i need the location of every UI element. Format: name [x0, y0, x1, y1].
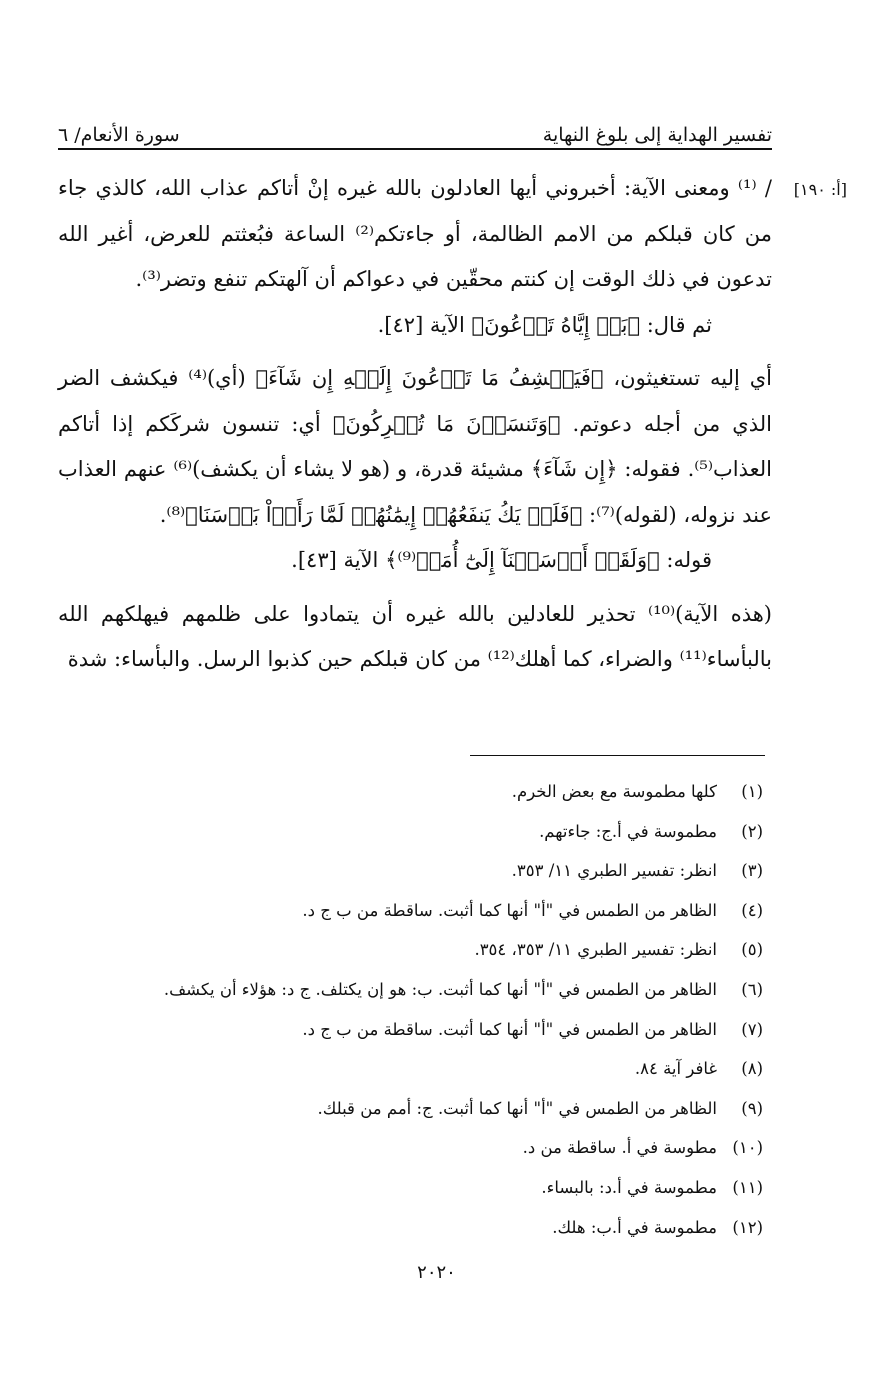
main-text	[58, 166, 772, 683]
footnote-number: (١٢)	[732, 1217, 763, 1237]
footnote-number: (٨)	[741, 1059, 763, 1079]
footnote-item	[43, 772, 763, 812]
footnote-number: (٤)	[741, 900, 763, 920]
footnote-item	[43, 851, 763, 891]
footnote-item	[43, 1168, 763, 1208]
paragraph-5: (هذه الآية)⁽¹⁰⁾ تحذير للعادلين بالله غيره أن يتمادوا على ظلمهم فيهلكهم الله بالبأساء⁽¹¹⁾ والضراء، كما أهلك⁽¹²⁾ من كان قبلكم حين كذبوا الرسل. والبأساء: شدة	[58, 601, 773, 671]
footnote-item	[43, 1010, 763, 1050]
footnote-item	[43, 1049, 763, 1089]
footnote-number: (١)	[741, 782, 763, 801]
footnote-item	[43, 1128, 763, 1168]
footnote-text: انظر: تفسير الطبري ١١/ ٣٥٣، ٣٥٤.	[474, 940, 717, 960]
footnote-number: (١١)	[732, 1177, 763, 1197]
footnote-text: غافر آية ٨٤.	[634, 1059, 717, 1079]
footnote-text: مطموسة في أ.ب: هلك.	[552, 1217, 717, 1237]
footnote-number: (٩)	[741, 1098, 763, 1118]
footnote-number: (١٠)	[732, 1138, 763, 1158]
footnote-text: مطوسة في أ. ساقطة من د.	[522, 1138, 717, 1158]
footnote-item	[43, 1208, 763, 1248]
footnote-text: الظاهر من الطمس في "أ" أنها كما أثبت. ج: أمم من قبلك.	[317, 1098, 717, 1118]
footnote-text: الظاهر من الطمس في "أ" أنها كما أثبت. ساقطة من ب ج د.	[302, 1019, 717, 1039]
footnote-item	[43, 1089, 763, 1129]
footnote-item	[43, 970, 763, 1010]
footnote-text: كلها مطموسة مع بعض الخرم.	[511, 782, 717, 801]
footnote-text: انظر: تفسير الطبري ١١/ ٣٥٣.	[511, 861, 717, 881]
book-title: تفسير الهداية إلى بلوغ النهاية	[542, 124, 772, 146]
paragraph-1: / ⁽¹⁾ ومعنى الآية: أخبروني أيها العادلون بالله غيره إنْ أتاكم عذاب الله، كالذي جاء من كان قبلكم من الامم الظالمة، أو جاءتكم⁽²⁾ الساعة فبُعثتم للعرض، أغير الله تدعون في ذلك الوقت إن كنتم محقّين في دعواكم أن آلهتكم تنفع وتضر⁽³⁾.	[58, 176, 772, 291]
footnote-number: (٦)	[741, 979, 763, 999]
running-header	[58, 104, 772, 146]
paragraph-2: ثم قال: ﴿بَلۡ إِيَّاهُ تَدۡعُونَ﴾ الآية [٤٢].	[377, 312, 712, 337]
footnote-separator	[470, 755, 765, 756]
header-rule	[58, 148, 772, 150]
page-number: ٢٠٢٠	[417, 1262, 456, 1283]
footnote-item	[43, 812, 763, 852]
footnote-item	[43, 891, 763, 931]
footnote-number: (٣)	[741, 861, 763, 881]
footnote-text: مطموسة في أ.د: بالبساء.	[541, 1177, 717, 1197]
manuscript-folio-marker: [أ: ١٩٠]	[793, 180, 847, 199]
footnotes-list	[43, 772, 763, 1247]
footnote-text: مطموسة في أ.ج: جاءتهم.	[539, 821, 717, 841]
footnote-text: الظاهر من الطمس في "أ" أنها كما أثبت. ساقطة من ب ج د.	[302, 900, 717, 920]
footnote-number: (٢)	[741, 821, 763, 841]
footnote-text: الظاهر من الطمس في "أ" أنها كما أثبت. ب: هو إن يكتلف. ج د: هؤلاء أن يكشف.	[163, 979, 717, 999]
footnote-number: (٧)	[741, 1019, 763, 1039]
footnote-item	[43, 930, 763, 970]
surah-label: سورة الأنعام/ ٦	[58, 124, 180, 146]
paragraph-4: قوله: ﴿وَلَقَدۡ أَرۡسَلۡنَآ إِلَىٰٓ أُمَمٖ⁽⁹⁾﴾ الآية [٤٣].	[291, 548, 712, 572]
footnote-number: (٥)	[741, 940, 763, 960]
paragraph-3: أي إليه تستغيثون، ﴿فَيَكۡشِفُ مَا تَدۡعُونَ إِلَيۡهِ إِن شَآءَ﴾ (أي)⁽⁴⁾ فيكشف الضر الذي من أجله دعوتم. ﴿وَتَنسَوۡنَ مَا تُشۡرِكُونَ﴾ أي: تنسون شركَكم إذا أتاكم العذاب⁽⁵⁾. فقوله: ﴿إِن شَآءَ﴾ مشيئة قدرة، و (هو لا يشاء أن يكشف)⁽⁶⁾ عنهم العذاب عند نزوله، (لقوله)⁽⁷⁾: ﴿فَلَمۡ يَكُ يَنفَعُهُمۡ إِيمَٰنُهُمۡ لَمَّا رَأَوۡاْ بَأۡسَنَا﴾⁽⁸⁾.	[58, 366, 773, 527]
